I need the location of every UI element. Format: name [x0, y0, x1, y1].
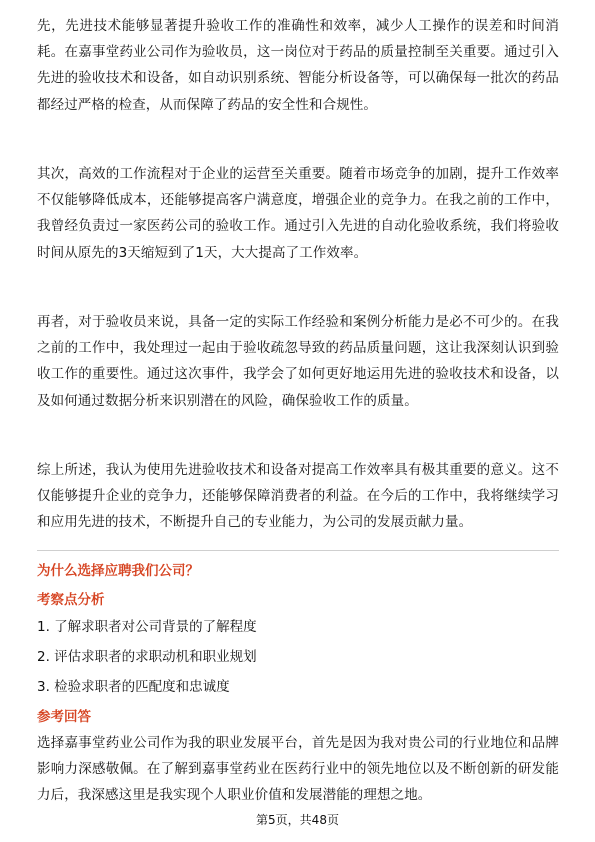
interview-question: 为什么选择应聘我们公司？ [37, 563, 199, 579]
body-paragraph-3: 再者，对于验收员来说，具备一定的实际工作经验和案例分析能力是必不可少的。在我之前的工作中，我处理过一起由于验收疏忽导致的药品质量问题，这让我深刻认识到验收工作的重要性。通过这次事件，我学会了如何更好地运用先进的验收技术和设备，以及如何通过数据分析来识别潜在的风险，确保验收工作的质量。 [37, 314, 559, 409]
body-paragraph-2: 其次，高效的工作流程对于企业的运营至关重要。随着市场竞争的加剧，提升工作效率不仅能够降低成本，还能够提高客户满意度，增强企业的竞争力。在我之前的工作中，我曾经负责过一家医药公司的验收工作。通过引入先进的自动化验收系统，我们将验收时间从原先的3天缩短到了1天，大大提高了工作效率。 [37, 166, 559, 261]
body-paragraph-1: 先，先进技术能够显著提升验收工作的准确性和效率，减少人工操作的误差和时间消耗。在嘉事堂药业公司作为验收员，这一岗位对于药品的质量控制至关重要。通过引入先进的验收技术和设备，如自动识别系统、智能分析设备等，可以确保每一批次的药品都经过严格的检查，从而保障了药品的安全性和合规性。 [37, 18, 559, 113]
list-item: 3. 检验求职者的匹配度和忠诚度 [37, 679, 230, 695]
section-divider [37, 550, 559, 551]
analysis-heading: 考察点分析 [37, 592, 105, 608]
analysis-list [37, 612, 559, 702]
body-paragraph-4: 综上所述，我认为使用先进验收技术和设备对提高工作效率具有极其重要的意义。这不仅能够提升企业的竞争力，还能够保障消费者的利益。在今后的工作中，我将继续学习和应用先进的技术，不断提升自己的专业能力，为公司的发展贡献力量。 [37, 462, 559, 531]
list-item: 1. 了解求职者对公司背景的了解程度 [37, 619, 257, 635]
list-item: 2. 评估求职者的求职动机和职业规划 [37, 649, 257, 665]
answer-heading: 参考回答 [37, 709, 91, 725]
answer-paragraph: 选择嘉事堂药业公司作为我的职业发展平台，首先是因为我对贵公司的行业地位和品牌影响力深感敬佩。在了解到嘉事堂药业在医药行业中的领先地位以及不断创新的研发能力后，我深感这里是我实现个人职业价值和发展潜能的理想之地。 [37, 735, 559, 804]
page-number: 第5页，共48页 [256, 813, 339, 827]
